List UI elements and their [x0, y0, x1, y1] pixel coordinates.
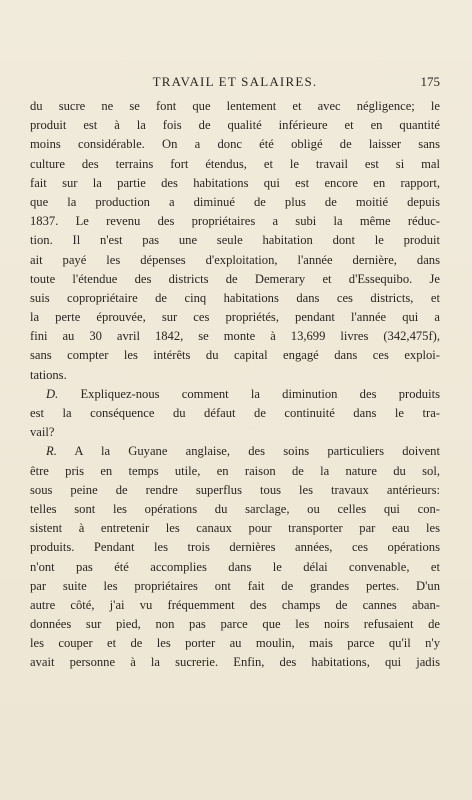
page-number: 175: [420, 74, 440, 89]
text-line: produit est à la fois de qualité inférieure et en quantité: [30, 118, 440, 133]
answer-line: données sur pied, non pas parce que les noirs refusaient de: [30, 617, 440, 632]
answer-text: A la Guyane anglaise, des soins particuliers doivent: [74, 444, 440, 459]
answer-line: telles sont les opérations du sarclage, ou celles qui con-: [30, 501, 440, 516]
answer-line: n'ont pas été accomplies dans le délai convenable, et: [30, 559, 440, 574]
text-line: du sucre ne se font que lentement et avec négligence; le: [30, 99, 440, 113]
question-line: [30, 385, 440, 404]
answer-line: [30, 442, 440, 461]
answer-line: sistent à entretenir les canaux pour transporter par eau les: [30, 521, 440, 536]
question-line: vail?: [30, 425, 55, 440]
answer-line: sous peine de rendre superflus tous les travaux antérieurs:: [30, 482, 440, 497]
answer-line: autre côté, j'ai vu fréquemment des champs de cannes aban-: [30, 597, 440, 612]
text-line: suis copropriétaire de cinq habitations dans ces districts, et: [30, 290, 440, 305]
answer-line: être pris en temps utile, en raison de la nature du sol,: [30, 463, 440, 478]
answer-line: les couper et de les porter au moulin, mais parce qu'il n'y: [30, 636, 440, 651]
text-line: sans compter les intérêts du capital engagé dans ces exploi-: [30, 348, 440, 363]
text-line: tion. Il n'est pas une seule habitation dont le produit: [30, 233, 440, 248]
text-line: culture des terrains fort étendus, et le travail est si mal: [30, 156, 440, 171]
text-line: ait payé les dépenses d'exploitation, l'année dernière, dans: [30, 252, 440, 267]
text-line: 1837. Le revenu des propriétaires a subi la même réduc-: [30, 214, 440, 229]
answer-line: avait personne à la sucrerie. Enfin, des habitations, qui jadis: [30, 655, 440, 670]
text-line: toute l'étendue des districts de Demerary et d'Essequibo. Je: [30, 271, 440, 286]
text-line: fait sur la partie des habitations qui est encore en rapport,: [30, 175, 440, 190]
text-line: moins considérable. On a donc été obligé de laisser sans: [30, 137, 440, 152]
question-text: Expliquez-nous comment la diminution des produits: [80, 386, 440, 401]
running-head: TRAVAIL ET SALAIRES.: [152, 74, 318, 89]
question-line: est la conséquence du défaut de continuité dans le tra-: [30, 406, 440, 420]
answer-line: par suite les propriétaires ont fait de grandes pertes. D'un: [30, 578, 440, 593]
answer-line: produits. Pendant les trois dernières années, ces opérations: [30, 540, 440, 555]
text-line: que la production a diminué de plus de moitié depuis: [30, 194, 440, 209]
page-header: [30, 74, 440, 92]
body-text: [30, 97, 440, 673]
answer-speaker: R.: [46, 444, 57, 459]
text-line: fini au 30 avril 1842, se monte à 13,699 livres (342,475f),: [30, 329, 440, 344]
question-speaker: D.: [46, 386, 59, 401]
text-line: la perte éprouvée, sur ces propriétés, pendant l'année qui a: [30, 310, 440, 325]
text-line: tations.: [30, 367, 67, 382]
